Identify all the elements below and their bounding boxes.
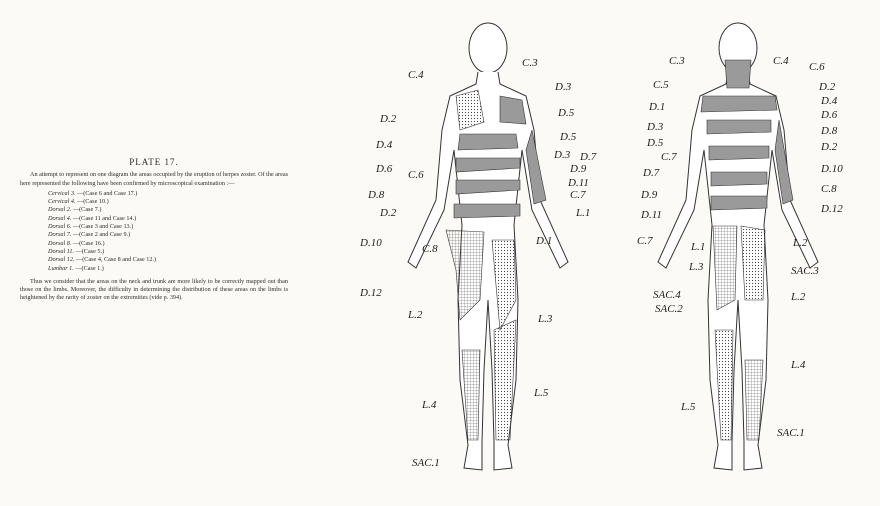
label-front: D.12 — [360, 287, 382, 299]
label-back: L.1 — [691, 241, 706, 253]
label-front: L.3 — [538, 313, 553, 325]
case-item: Dorsal 11. —(Case 5.) — [48, 247, 105, 255]
label-back: D.12 — [821, 203, 843, 215]
label-front: L.2 — [408, 309, 423, 321]
label-front: D.3 — [554, 149, 571, 161]
plate-caption — [20, 158, 288, 305]
label-back: SAC.2 — [655, 303, 683, 315]
label-back: C.7 — [637, 235, 653, 247]
case-item: Lumbar 1. —(Case 1.) — [48, 264, 104, 272]
label-front: D.3 — [555, 81, 572, 93]
label-front: D.1 — [536, 235, 553, 247]
label-front: C.4 — [408, 69, 424, 81]
label-back: SAC.3 — [791, 265, 819, 277]
label-back: C.6 — [809, 61, 825, 73]
label-back: SAC.1 — [777, 427, 805, 439]
label-front: D.5 — [558, 107, 575, 119]
label-back: C.3 — [669, 55, 685, 67]
label-back: C.4 — [773, 55, 789, 67]
label-front: L.4 — [422, 399, 437, 411]
case-item: Dorsal 8. —(Case 16.) — [48, 239, 105, 247]
label-back: D.5 — [647, 137, 664, 149]
case-item: Dorsal 6. —(Case 3 and Case 13.) — [48, 223, 134, 231]
label-back: D.6 — [821, 109, 838, 121]
label-back: D.1 — [649, 101, 666, 113]
label-front: C.8 — [422, 243, 438, 255]
label-front: D.5 — [560, 131, 577, 143]
label-front: D.10 — [360, 237, 382, 249]
plate-intro: An attempt to represent on one diagram the areas occupied by the eruption of herpes zoster. Of the areas here represented the following have been confirmed by microscopical examination :— — [20, 171, 288, 187]
label-front: C.3 — [522, 57, 538, 69]
case-list — [48, 190, 288, 273]
label-front: D.2 — [380, 207, 397, 219]
label-back: D.3 — [647, 121, 664, 133]
label-back: L.2 — [793, 237, 808, 249]
label-back: C.7 — [661, 151, 677, 163]
label-front: C.6 — [408, 169, 424, 181]
label-front: D.8 — [368, 189, 385, 201]
label-front: D.9 — [570, 163, 587, 175]
label-back: L.3 — [689, 261, 704, 273]
case-item: Cervical 3. —(Case 6 and Case 17.) — [48, 189, 138, 197]
label-front: D.7 — [580, 151, 597, 163]
label-front: D.6 — [376, 163, 393, 175]
label-back: C.5 — [653, 79, 669, 91]
label-front: L.1 — [576, 207, 591, 219]
label-back: D.8 — [821, 125, 838, 137]
label-back: D.4 — [821, 95, 838, 107]
case-item: Dorsal 2. —(Case 7.) — [48, 206, 102, 214]
label-back: D.2 — [821, 141, 838, 153]
label-front: C.7 — [570, 189, 586, 201]
label-back: D.2 — [819, 81, 836, 93]
label-back: L.4 — [791, 359, 806, 371]
label-back: D.11 — [641, 209, 662, 221]
label-front: SAC.1 — [412, 457, 440, 469]
label-back: L.2 — [791, 291, 806, 303]
label-front: D.11 — [568, 177, 589, 189]
case-item: Dorsal 12. —(Case 4, Case 8 and Case 12.) — [48, 256, 157, 264]
case-item: Dorsal 7. —(Case 2 and Case 9.) — [48, 231, 131, 239]
plate-closing: Thus we consider that the areas on the neck and trunk are more likely to be correctly mapped out than those on the limbs. Moreover, the difficulty in determining the distribution of these areas on the limbs is heightened by the rarity of zoster on the extremities (vide p. 394). — [20, 277, 288, 302]
front-body-diagram — [350, 0, 610, 506]
back-body-diagram — [625, 0, 880, 506]
label-front: L.5 — [534, 387, 549, 399]
label-back: D.9 — [641, 189, 658, 201]
label-front: D.2 — [380, 113, 397, 125]
label-front: D.4 — [376, 139, 393, 151]
label-back: SAC.4 — [653, 289, 681, 301]
label-back: L.5 — [681, 401, 696, 413]
label-back: C.8 — [821, 183, 837, 195]
label-back: D.7 — [643, 167, 660, 179]
plate-title: PLATE 17. — [129, 157, 179, 167]
case-item: Cervical 4. —(Case 10.) — [48, 198, 109, 206]
case-item: Dorsal 4. —(Case 11 and Case 14.) — [48, 214, 137, 222]
label-back: D.10 — [821, 163, 843, 175]
